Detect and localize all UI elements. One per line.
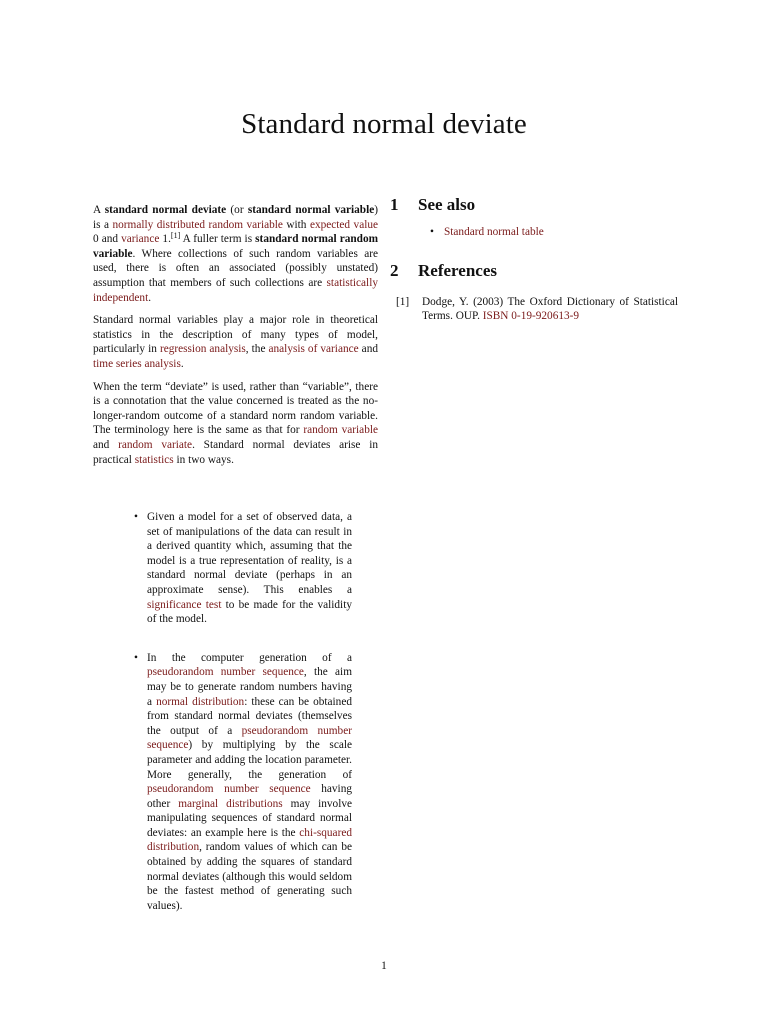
link-normally-distributed-random-variable[interactable]: normally distributed random variable — [112, 218, 283, 231]
text: : these can be obtained from standard normal deviates (themselves the output of a — [147, 695, 352, 737]
link-random-variate[interactable]: random variate — [118, 438, 193, 451]
text: Given a model for a set of observed data, a set of manipulations of the data can result in a derived quantity which, assuming that the model is a true representation of reality, is a standard normal deviate (perhaps in an approximate sense). This enables a — [147, 511, 352, 596]
reference-text — [422, 295, 678, 324]
link-variance[interactable]: variance — [121, 233, 160, 246]
paragraph-2 — [93, 313, 378, 371]
paragraph-3 — [93, 380, 378, 468]
section-title: See also — [418, 195, 476, 214]
section-number: 2 — [390, 261, 399, 281]
section-number: 1 — [390, 195, 399, 214]
reference-number: [1] — [396, 295, 410, 308]
list-item — [134, 510, 352, 627]
text: Dodge, Y. (2003) The Oxford Dictionary of Statistical Terms. OUP. — [422, 295, 678, 323]
text: . — [148, 291, 152, 304]
usage-list — [134, 510, 352, 913]
text: In the computer generation of a — [147, 651, 352, 664]
link-expected-value[interactable]: expected value — [309, 218, 379, 231]
page-title: Standard normal deviate — [241, 108, 527, 140]
intro-paragraph — [93, 203, 378, 305]
list-item — [134, 651, 352, 914]
reference-item — [390, 295, 678, 324]
text: and — [358, 343, 378, 356]
link-statistically-independent[interactable]: statistically independent — [93, 276, 378, 304]
text: . Where collections of such random variables are used, there is often an associated (possibly unstated) assumption that members of such collections are — [93, 247, 378, 289]
text: (or — [226, 204, 248, 216]
text: and — [93, 438, 119, 451]
link-regression-analysis[interactable]: regression analysis — [159, 343, 246, 356]
citation-1[interactable]: [1] — [170, 231, 181, 241]
text: with — [282, 218, 310, 231]
text: , the — [245, 343, 269, 356]
text: ) is a — [93, 204, 379, 231]
section-title: References — [418, 261, 497, 281]
link-pseudorandom-number-sequence[interactable]: pseudorandom number sequence — [147, 783, 311, 796]
right-column — [390, 195, 678, 324]
see-also-list — [390, 225, 678, 240]
see-also-item — [430, 225, 678, 240]
link-statistics[interactable]: statistics — [134, 453, 174, 466]
term-standard-normal-deviate: standard normal deviate — [104, 204, 227, 216]
text: to be made for the validity of the model. — [147, 598, 352, 626]
text: , random values of which can be obtained by adding the squares of standard normal deviates (although this would seldom be the fastest method of generating such values). — [147, 841, 352, 912]
link-chi-squared-distribution[interactable]: chi-squared distribution — [147, 826, 352, 854]
link-analysis-of-variance[interactable]: analysis of variance — [268, 343, 359, 356]
section-heading-see-also — [390, 195, 678, 214]
text: . — [180, 357, 184, 370]
text: A fuller term is — [180, 233, 256, 246]
text: A — [93, 204, 105, 216]
link-time-series-analysis[interactable]: time series analysis — [93, 357, 181, 370]
text: Standard normal variables play a major role in theoretical statistics in the description of many types of model, particularly in — [93, 314, 378, 356]
text: may involve manipulating sequences of standard normal deviates: an example here is the — [147, 797, 352, 839]
link-standard-normal-table[interactable]: Standard normal table — [444, 225, 544, 238]
references-list — [390, 295, 678, 324]
text: 1. — [159, 233, 171, 246]
text: When the term “deviate” is used, rather than “variable”, there is a connotation that the value concerned is treated as the no-longer-random outcome of a standard norm random variable. The terminology here is the same as that for — [93, 380, 378, 437]
section-heading-references — [390, 261, 678, 281]
link-pseudorandom-number-sequence[interactable]: pseudorandom number sequence — [147, 724, 352, 752]
link-marginal-distributions[interactable]: marginal distributions — [178, 797, 283, 810]
text: having other — [147, 783, 352, 810]
link-pseudorandom-number-sequence[interactable]: pseudorandom number sequence — [147, 666, 304, 679]
text: in two ways. — [173, 453, 234, 466]
text: , the aim may be to generate random numbers having a — [147, 666, 352, 708]
text: 0 and — [93, 233, 122, 246]
link-random-variable[interactable]: random variable — [303, 424, 378, 437]
page-number: 1 — [381, 960, 387, 972]
link-isbn[interactable]: ISBN 0-19-920613-9 — [482, 310, 580, 323]
term-standard-normal-variable: standard normal variable — [247, 204, 375, 216]
text: ) by multiplying by the scale parameter and adding the location parameter. More generally, the generation of — [147, 739, 352, 781]
left-column — [93, 203, 378, 475]
link-significance-test[interactable]: significance test — [147, 598, 222, 611]
link-normal-distribution[interactable]: normal distribution — [156, 695, 245, 708]
text: . Standard normal deviates arise in practical — [93, 438, 378, 466]
term-standard-normal-random-variable: standard normal random variable — [93, 233, 379, 260]
